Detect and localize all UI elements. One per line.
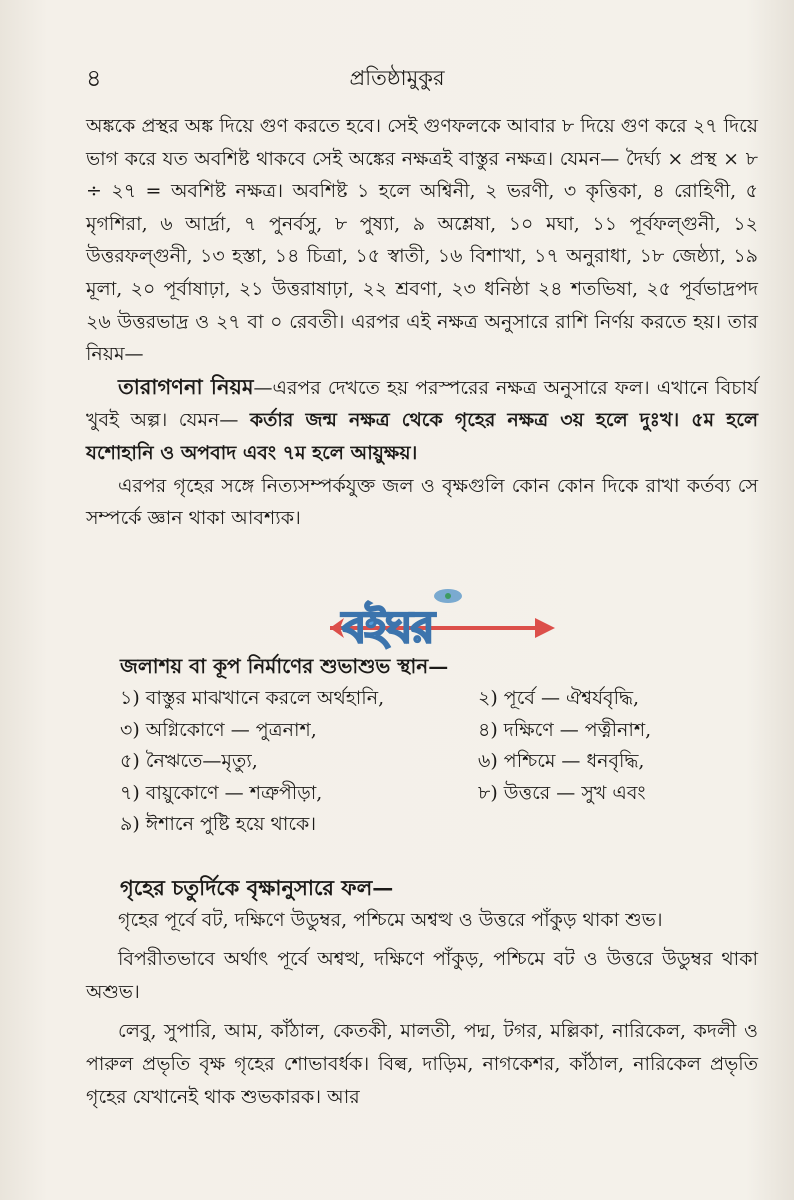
jalashay-title: জলাশয় বা কূপ নির্মাণের শুভাশুভ স্থান— xyxy=(120,654,449,678)
list-item-right: ২) পূর্বে — ঐশ্বর্যবৃদ্ধি, xyxy=(478,687,640,709)
list-item-right: ৪) দক্ষিণে — পত্নীনাশ, xyxy=(478,718,652,741)
paragraph-taragana xyxy=(86,371,758,470)
list-item-right: ৬) পশ্চিমে — ধনবৃদ্ধি, xyxy=(478,750,645,772)
jalashay-list xyxy=(120,684,720,842)
list-item-left: ৩) অগ্নিকোণে — পুত্রনাশ, xyxy=(120,718,317,741)
watermark-logo-text: বইঘর xyxy=(342,602,433,653)
taragana-bold-text: কর্তার জন্ম নক্ষত্র থেকে গৃহের নক্ষত্র ৩য় হলে দুঃখ। ৫ম হলে যশোহানি ও অপবাদ এবং ৭ম হলে আয়ুক্ষয়। xyxy=(86,409,758,464)
list-item-left: ৭) বায়ুকোণে — শত্রুপীড়া, xyxy=(120,781,323,804)
list-item-left: ৯) ঈশানে পুষ্টি হয়ে থাকে। xyxy=(120,813,317,835)
list-item xyxy=(120,684,720,716)
page-number: ৪ xyxy=(86,64,102,92)
section-title-trees: গৃহের চতুর্দিকে বৃক্ষানুসারে ফল— xyxy=(120,875,394,900)
paragraph-water-trees: এরপর গৃহের সঙ্গে নিত্যসম্পর্কযুক্ত জল ও বৃক্ষগুলি কোন কোন দিকে রাখা কর্তব্য সে সম্পর্কে জ্ঞান থাকা আবশ্যক। xyxy=(86,474,758,530)
paragraph-nakshatra: অঙ্ককে প্রস্থর অঙ্ক দিয়ে গুণ করতে হবে। সেই গুণফলকে আবার ৮ দিয়ে গুণ করে ২৭ দিয়ে ভাগ করে যত অবশিষ্ট থাকবে সেই অঙ্কের নক্ষত্রই বাস্তুর নক্ষত্র। যেমন— দৈর্ঘ্য × প্রস্থ × ৮ ÷ ২৭ = অবশিষ্ট নক্ষত্র। অবশিষ্ট ১ হলে অশ্বিনী, ২ ভরণী, ৩ কৃত্তিকা, ৪ রোহিণী, ৫ মৃগশিরা, ৬ আর্দ্রা, ৭ পুনর্বসু, ৮ পুষ্যা, ৯ অশ্লেষা, ১০ মঘা, ১১ পূর্বফল্গুনী, ১২ উত্তরফল্গুনী, ১৩ হস্তা, ১৪ চিত্রা, ১৫ স্বাতী, ১৬ বিশাখা, ১৭ অনুরাধা, ১৮ জেষ্ঠ্যা, ১৯ মূলা, ২০ পূর্বাষাঢ়া, ২১ উত্তরাষাঢ়া, ২২ শ্রবণা, ২৩ ধনিষ্ঠা ২৪ শতভিষা, ২৫ পূর্বভাদ্রপদ ২৬ উত্তরভাদ্র ও ২৭ বা ০ রেবতী। এরপর এই নক্ষত্র অনুসারে রাশি নির্ণয় করতে হয়। তার নিয়ম— xyxy=(86,115,758,366)
list-item xyxy=(120,810,720,842)
taragana-heading: তারাগণনা নিয়ম xyxy=(118,373,254,399)
list-item xyxy=(120,779,720,811)
list-item-left: ১) বাস্তুর মাঝখানে করলে অর্থহানি, xyxy=(120,687,385,709)
running-title: প্রতিষ্ঠামুকুর xyxy=(349,66,445,90)
logo-watermark-icon xyxy=(330,588,555,660)
trees-text xyxy=(86,904,758,1120)
list-item-left: ৫) নৈঋতে—মৃত্যু, xyxy=(120,750,258,772)
paragraph-trees-list: লেবু, সুপারি, আম, কাঁঠাল, কেতকী, মালতী, পদ্ম, টগর, মল্লিকা, নারিকেল, কদলী ও পারুল প্রভৃতি বৃক্ষ গৃহের শোভাবর্ধক। বিল্ব, দাড়িম, নাগকেশর, কাঁঠাল, নারিকেল প্রভৃতি গৃহের যেখানেই থাক শুভকারক। আর xyxy=(86,1020,758,1108)
main-text xyxy=(86,110,758,535)
page-header xyxy=(0,58,794,98)
paragraph-trees-inauspicious: বিপরীতভাবে অর্থাৎ পূর্বে অশ্বত্থ, দক্ষিণে পাঁকুড়, পশ্চিমে বট ও উত্তরে উডুম্বর থাকা অশুভ। xyxy=(86,948,758,1003)
list-item xyxy=(120,716,720,748)
list-item-right: ৮) উত্তরে — সুখ এবং xyxy=(478,781,646,804)
taragana-text: —এরপর দেখতে হয় পরস্পরের নক্ষত্র অনুসারে ফল। এখানে বিচার্য খুবই অল্প। যেমন— xyxy=(86,376,758,432)
list-item xyxy=(120,747,720,779)
paragraph-trees-auspicious: গৃহের পূর্বে বট, দক্ষিণে উডুম্বর, পশ্চিমে অশ্বত্থ ও উত্তরে পাঁকুড় থাকা শুভ। xyxy=(118,909,663,931)
